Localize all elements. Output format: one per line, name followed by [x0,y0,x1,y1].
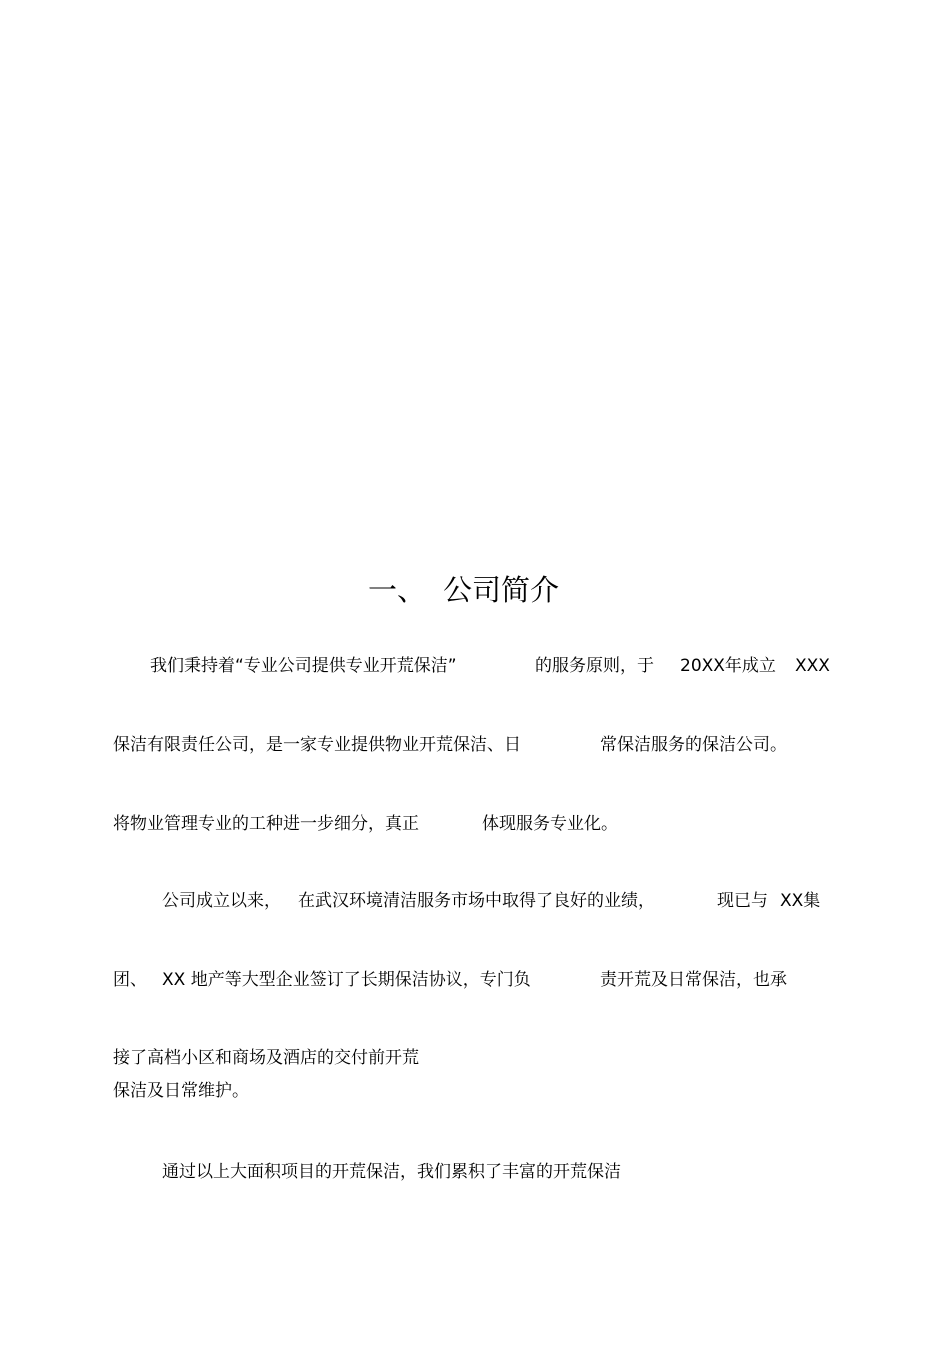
text-segment: XX 地产等大型企业签订了长期保洁协议，专门负 [162,970,531,990]
text-segment: 我们秉持着“专业公司提供专业开荒保洁” [150,656,457,676]
paragraph-line-4 [0,889,950,913]
paragraph-line-1 [0,654,950,678]
paragraph-line-2 [0,733,950,757]
text-segment: 现已与 [717,891,768,911]
heading-title: 公司简介 [443,573,560,607]
text-segment: 团、 [113,970,147,990]
heading-number: 一、 [368,573,427,607]
text-segment: 常保洁服务的保洁公司。 [600,735,787,755]
text-segment: 通过以上大面积项目的开荒保洁，我们累积了丰富的开荒保洁 [162,1162,621,1182]
text-segment: 保洁及日常维护。 [113,1081,249,1101]
text-segment: XX集 [780,891,821,911]
text-segment: 保洁有限责任公司，是一家专业提供物业开荒保洁、日 [113,735,521,755]
text-segment: 的服务原则，于 [535,656,654,676]
paragraph-line-3 [0,812,950,836]
text-segment: XXX [795,656,830,676]
text-segment: 体现服务专业化。 [482,814,618,834]
text-segment: 20XX年成立 [680,656,776,676]
paragraph-line-8 [0,1160,950,1184]
paragraph-line-5 [0,968,950,992]
paragraph-line-7 [0,1079,950,1103]
text-segment: 责开荒及日常保洁，也承 [600,970,787,990]
paragraph-line-6 [0,1046,950,1070]
text-segment: 将物业管理专业的工种进一步细分，真正 [113,814,419,834]
text-segment: 公司成立以来， [162,891,281,911]
text-segment: 接了高档小区和商场及酒店的交付前开荒 [113,1048,419,1068]
section-heading [0,570,950,610]
text-segment: 在武汉环境清洁服务市场中取得了良好的业绩， [298,891,655,911]
